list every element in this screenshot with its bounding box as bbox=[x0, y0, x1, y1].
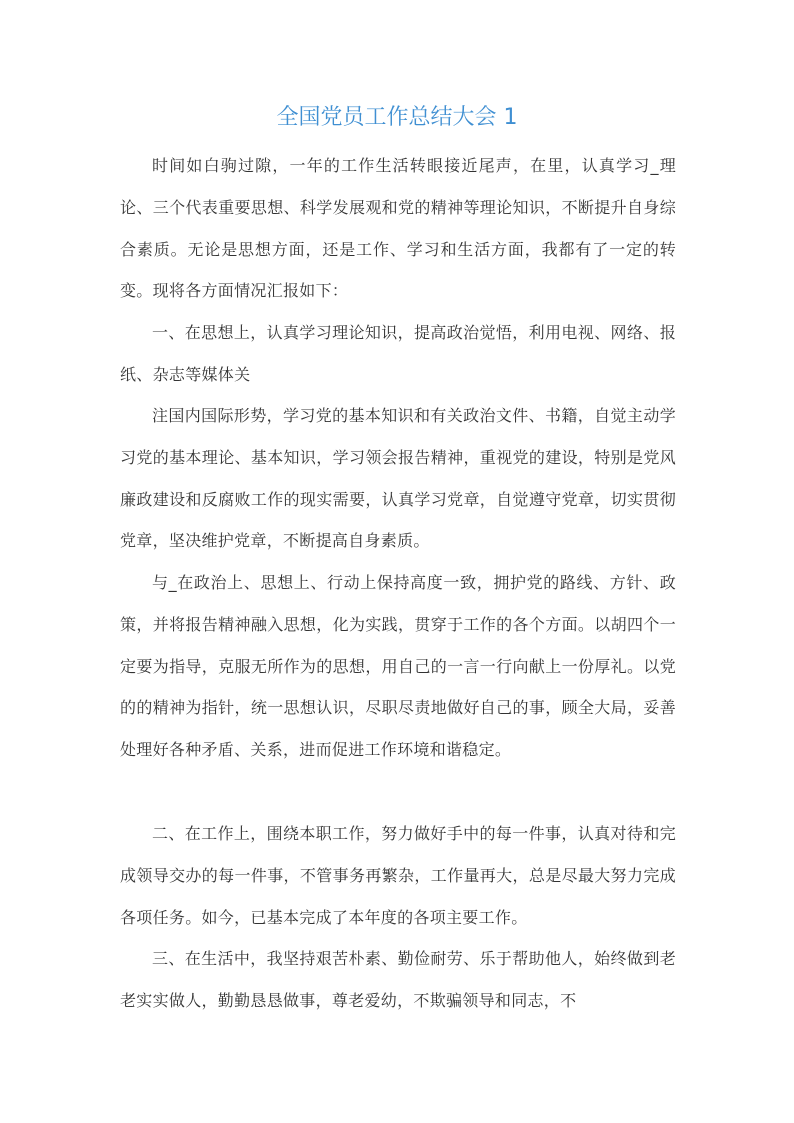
paragraph-ideology-continued: 注国内国际形势，学习党的基本知识和有关政治文件、书籍，自觉主动学习党的基本理论、基本知识，学习领会报告精神，重视党的建设，特别是党风廉政建设和反腐败工作的现实需要，认真学习党章，自觉遵守党章，切实贯彻党章，坚决维护党章，不断提高自身素质。 bbox=[120, 406, 676, 551]
paragraph-intro: 时间如白驹过隙，一年的工作生活转眼接近尾声，在里，认真学习_理论、三个代表重要思想、科学发展观和党的精神等理论知识，不断提升自身综合素质。无论是思想方面，还是工作、学习和生活方面，我都有了一定的转变。现将各方面情况汇报如下： bbox=[120, 156, 676, 301]
paragraph-life: 三、在生活中，我坚持艰苦朴素、勤俭耐劳、乐于帮助他人，始终做到老老实实做人，勤勤恳恳做事，尊老爱幼，不欺骗领导和同志，不 bbox=[120, 949, 676, 1010]
paragraph-politics: 与_在政治上、思想上、行动上保持高度一致，拥护党的路线、方针、政策，并将报告精神融入思想，化为实践，贯穿于工作的各个方面。以胡四个一定要为指导，克服无所作为的思想，用自己的一言一行向献上一份厚礼。以党的的精神为指针，统一思想认识，尽职尽责地做好自己的事，顾全大局，妥善处理好各种矛盾、关系，进而促进工作环境和谐稳定。 bbox=[120, 573, 676, 760]
document-title: 全国党员工作总结大会 1 bbox=[276, 105, 518, 130]
paragraph-ideology: 一、在思想上，认真学习理论知识，提高政治觉悟，利用电视、网络、报纸、杂志等媒体关 bbox=[120, 323, 676, 384]
paragraph-work: 二、在工作上，围绕本职工作，努力做好手中的每一件事，认真对待和完成领导交办的每一件事，不管事务再繁杂，工作量再大，总是尽最大努力完成各项任务。如今，已基本完成了本年度的各项主要工作。 bbox=[120, 824, 676, 927]
